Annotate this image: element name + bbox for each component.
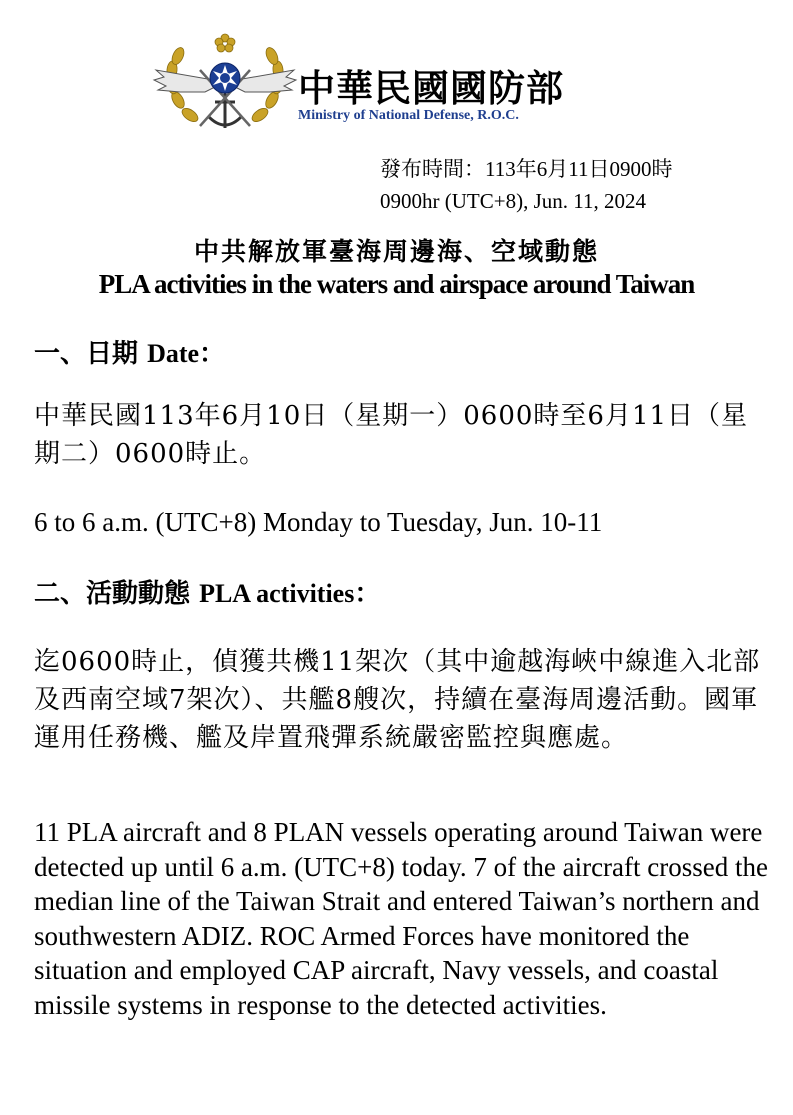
section-activities-text-zh: 迄0600時止，偵獲共機11架次（其中逾越海峽中線進入北部及西南空域7架次）、共艦8艘次，持續在臺海周邊活動。國軍運用任務機、艦及岸置飛彈系統嚴密監控與應處。 (34, 647, 761, 753)
section-activities-text-en: 11 PLA aircraft and 8 PLAN vessels operating around Taiwan were detected up until 6 a.m. (UTC+8) today. 7 of the aircraft crossed the median line of the Taiwan Strait and entered Taiwan’s northern and southwestern ADIZ. ROC Armed Forces have monitored the situation and employed CAP aircraft, Navy vessels, and coastal missile systems in response to the detected activities. (34, 817, 768, 1020)
section-date-text-zh: 中華民國113年6月10日（星期一）0600時至6月11日（星期二）0600時止。 (34, 401, 749, 469)
section-date-heading (34, 333, 225, 370)
section-activities-heading (34, 573, 380, 610)
release-time (380, 153, 672, 217)
page-title-en: PLA activities in the waters and airspace around Taiwan (98, 269, 695, 299)
section-date-heading-zh: 一、日期 (34, 339, 139, 369)
mnd-emblem-icon (150, 30, 300, 140)
org-name-en: Ministry of National Defense, R.O.C. (298, 108, 519, 123)
section-activities-heading-en: PLA activities： (199, 579, 381, 608)
header (150, 30, 610, 140)
release-time-en: 0900hr (UTC+8), Jun. 11, 2024 (380, 189, 646, 213)
section-date-heading-en: Date： (147, 339, 226, 368)
section-date-text-en: 6 to 6 a.m. (UTC+8) Monday to Tuesday, Jun. 10-11 (34, 507, 603, 537)
page-title-zh: 中共解放軍臺海周邊海、空域動態 (193, 237, 599, 266)
org-name-zh: 中華民國國防部 (298, 67, 564, 110)
release-time-zh: 發布時間：113年6月11日0900時 (380, 157, 673, 181)
section-activities-heading-zh: 二、活動動態 (34, 579, 191, 609)
